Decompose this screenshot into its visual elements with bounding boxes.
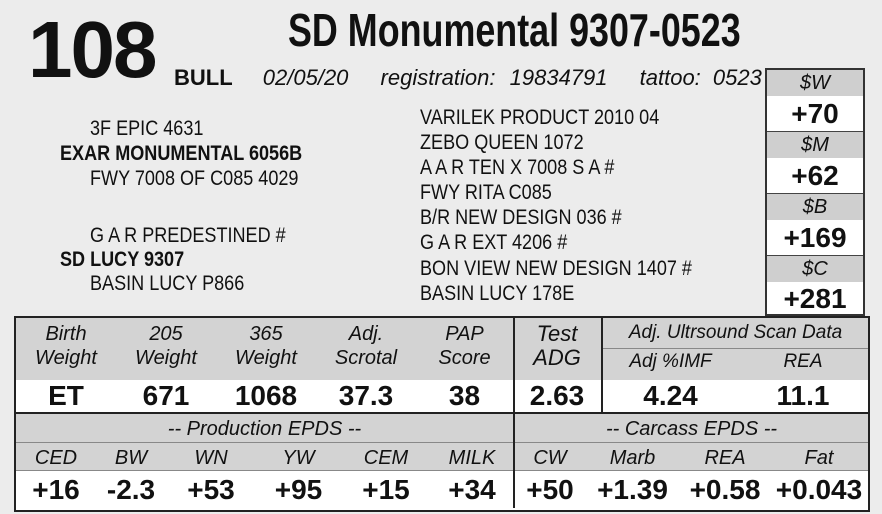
index-value-w: +70 <box>791 98 839 129</box>
epd-value-milk: +34 <box>448 474 496 505</box>
index-value-b: +169 <box>783 222 847 253</box>
pedigree-right-5: B/R NEW DESIGN 036 # <box>420 206 622 229</box>
pedigree-right-2: ZEBO QUEEN 1072 <box>420 131 584 154</box>
registration-label: registration: <box>380 65 496 90</box>
epd-label-cw: CW <box>533 447 567 469</box>
epd-label-milk: MILK <box>448 447 496 469</box>
pedigree-sire-sire: 3F EPIC 4631 <box>90 117 204 140</box>
epd-value-ced: +16 <box>32 474 80 505</box>
epd-value-bw: -2.3 <box>106 474 156 505</box>
carcass-epds-header: -- Carcass EPDS -- <box>605 418 778 440</box>
row-divider <box>16 412 868 414</box>
epd-subheader-divider <box>16 442 868 443</box>
birth-weight-value: ET <box>48 380 84 411</box>
imf-value: 4.24 <box>643 380 698 411</box>
pedigree-dam-dam: BASIN LUCY P866 <box>90 272 245 295</box>
pedigree-right-6: G A R EXT 4206 # <box>420 231 568 254</box>
tattoo-value: 0523 <box>712 65 762 90</box>
index-label-m: $M <box>767 132 863 158</box>
pap-header-2: Score <box>438 347 491 369</box>
epd-label-yw: YW <box>282 447 315 469</box>
adg-header-1: Test <box>536 321 578 346</box>
pedigree-right-3: A A R TEN X 7008 S A # <box>420 156 615 179</box>
weight-365-header-1: 365 <box>249 323 283 345</box>
index-value-m: +62 <box>791 160 839 191</box>
birth-weight-header-2: Weight <box>35 347 97 369</box>
weight-365-header-2: Weight <box>235 347 297 369</box>
ultrasound-header: Adj. Ultrsound Scan Data <box>628 322 843 343</box>
scrotal-header-2: Scrotal <box>334 347 398 369</box>
pedigree-right-8: BASIN LUCY 178E <box>420 282 575 305</box>
epd-label-ced: CED <box>34 447 78 469</box>
registration-number: 19834791 <box>509 65 608 90</box>
epd-label-rea: REA <box>704 447 746 469</box>
epd-label-wn: WN <box>194 447 228 469</box>
pap-header-1: PAP <box>445 323 484 345</box>
epd-value-cem: +15 <box>362 474 410 505</box>
epd-value-wn: +53 <box>187 474 235 505</box>
lot-number: 108 <box>28 5 156 94</box>
pedigree-sire-dam: FWY 7008 OF C085 4029 <box>90 167 299 190</box>
scrotal-header-1: Adj. <box>348 323 384 345</box>
production-epds-header: -- Production EPDS -- <box>167 418 362 440</box>
ultrasound-divider <box>601 348 868 349</box>
rea-header: REA <box>783 351 823 372</box>
animal-name: SD Monumental 9307-0523 <box>288 4 741 56</box>
epd-value-marb: +1.39 <box>597 474 668 505</box>
animal-info-line <box>174 66 762 90</box>
epd-label-bw: BW <box>114 447 148 469</box>
dollar-index-box <box>765 68 865 316</box>
index-label-b: $B <box>767 194 863 220</box>
epd-label-marb: Marb <box>609 447 656 469</box>
weight-205-value: 671 <box>142 380 190 411</box>
sex-label: BULL <box>174 65 233 90</box>
performance-table <box>14 316 870 512</box>
pedigree-right-7: BON VIEW NEW DESIGN 1407 # <box>420 257 692 280</box>
index-value-c: +281 <box>783 283 847 314</box>
birth-date: 02/05/20 <box>262 65 349 90</box>
epd-value-rea: +0.58 <box>689 474 761 505</box>
index-label-w: $W <box>767 70 863 96</box>
epd-value-cw: +50 <box>526 474 574 505</box>
epd-label-cem: CEM <box>363 447 409 469</box>
adg-header-2: ADG <box>533 345 581 370</box>
weight-205-header-1: 205 <box>149 323 183 345</box>
pap-value: 38 <box>448 380 481 411</box>
epd-value-yw: +95 <box>274 474 323 505</box>
epd-values-divider <box>16 470 868 471</box>
adg-value: 2.63 <box>529 380 585 411</box>
epd-value-fat: +0.043 <box>775 474 863 505</box>
pedigree-sire: EXAR MONUMENTAL 6056B <box>60 142 303 165</box>
weight-365-value: 1068 <box>234 380 298 411</box>
scrotal-value: 37.3 <box>338 380 394 411</box>
imf-header: Adj %IMF <box>629 351 712 372</box>
index-label-c: $C <box>767 256 863 282</box>
epd-label-fat: Fat <box>804 447 834 469</box>
birth-weight-header-1: Birth <box>45 323 87 345</box>
pedigree-right-4: FWY RITA C085 <box>420 181 552 204</box>
rea-value: 11.1 <box>776 380 830 411</box>
weight-205-header-2: Weight <box>135 347 197 369</box>
pedigree-dam: SD LUCY 9307 <box>60 248 185 271</box>
pedigree-right-1: VARILEK PRODUCT 2010 04 <box>420 106 660 129</box>
pedigree-dam-sire: G A R PREDESTINED # <box>90 224 286 247</box>
tattoo-label: tattoo: <box>639 65 701 90</box>
